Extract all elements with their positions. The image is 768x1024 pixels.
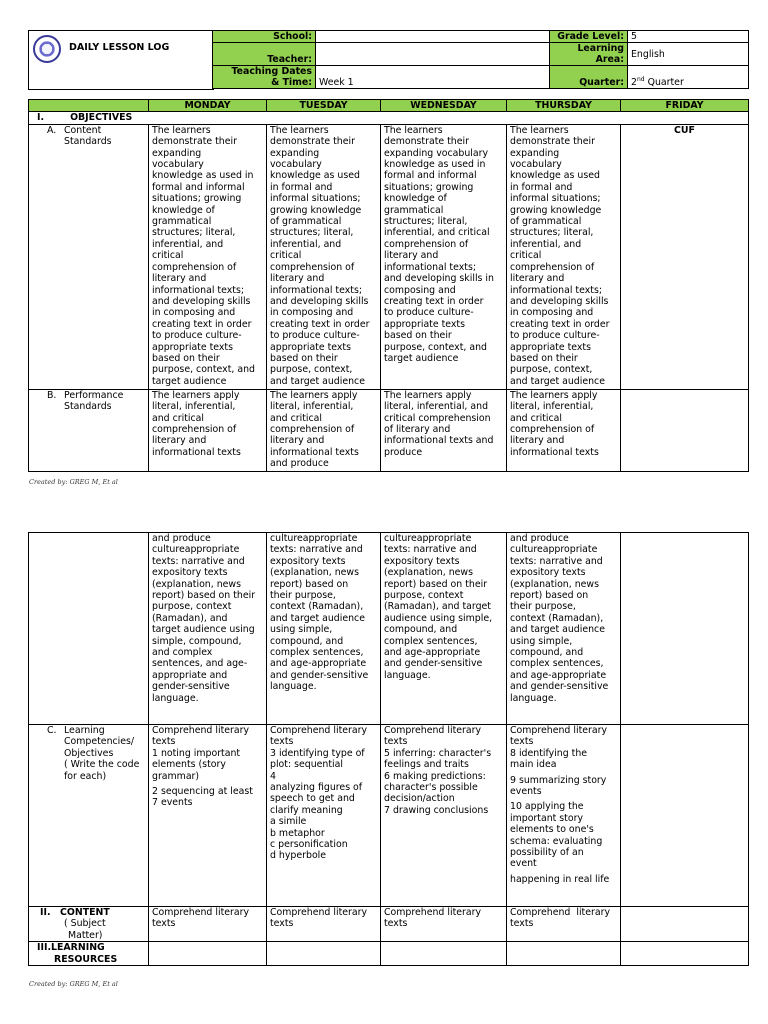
text-line: and age-appropriate [270,658,367,670]
text-line: a simile [270,816,307,828]
lesson-table-page2 [28,532,749,966]
text-line: texts [152,736,176,748]
text-line: inferential, and [510,238,582,250]
text-line: and developing skills in [384,273,494,285]
text-line: grammar) [152,770,200,782]
text-line: in formal and [510,181,573,193]
text-line: complex sentences, [510,658,604,670]
text-line: texts [270,918,294,930]
text-line: decision/action [384,793,455,805]
text-line: possibility of an [510,847,584,859]
text-line: creating text in order [152,318,252,330]
dates-label: Teaching Dates & Time: [213,66,316,89]
performance-standards-monday [149,389,267,471]
text-line: texts: narrative and [510,555,603,567]
text-line: critical [270,250,302,262]
text-line: texts [384,736,408,748]
text-line: language. [384,669,431,681]
text-line: The learners [270,124,329,136]
content-wednesday [381,907,507,942]
content-friday [621,907,749,942]
text-line: to produce culture- [270,330,360,342]
text-line: 6 making predictions: [384,770,486,782]
text-line: and developing skills [270,295,369,307]
text-line: informal situations; [270,193,361,205]
text-line: and age-appropriate [384,647,481,659]
text-line: vocabulary [510,159,562,171]
text-line: The learners apply [384,389,472,401]
area-value[interactable]: English [628,43,749,66]
learning-resources-label: III.LEARNING RESOURCES [29,942,149,966]
text-line: (explanation, news [270,567,359,579]
text-line: knowledge as used [270,170,360,182]
lesson-table-page1 [28,99,749,472]
text-line: 2 sequencing at least [152,786,253,798]
text-line: informational texts; [384,261,476,273]
text-line: Comprehend literary [510,907,610,918]
school-label: School: [213,31,316,43]
footer-page1: Created by: GREG M, Et al [29,478,118,486]
text-line: d hyperbole [270,850,327,862]
content-tuesday [267,907,381,942]
text-line: Comprehend literary [270,907,368,918]
text-line: purpose, context, [270,364,353,376]
resources-thursday [507,942,621,966]
text-line: inferential, and [152,238,224,250]
text-line: b metaphor [270,827,325,839]
text-line: target audience using [152,624,255,636]
text-line: report) based on their [152,590,256,602]
competencies-friday [621,725,749,907]
text-line: comprehension of [510,424,595,436]
text-line: compound, and [384,624,458,636]
text-line: knowledge of [152,204,215,216]
text-line: knowledge as used in [384,159,486,171]
day-header-thursday: THURSDAY [507,100,621,112]
text-line: critical [510,250,542,262]
text-line: (Ramadan), and [152,612,228,624]
performance-standards-tuesday [267,389,381,471]
text-line: literal, inferential, and [384,401,489,413]
text-line: The learners [510,124,569,136]
text-line: The learners [152,124,211,136]
text-line: structures; literal, [152,227,236,239]
text-line: grammatical [152,216,212,228]
text-line: comprehension of [152,261,237,273]
text-line: texts: narrative and [384,544,477,556]
text-line: expository texts [270,555,346,567]
log-title: DAILY LESSON LOG [69,42,170,53]
text-line: cultureappropriate [384,533,472,544]
footer-page2: Created by: GREG M, Et al [29,980,118,988]
text-line: context (Ramadan), [270,601,364,613]
text-line: informational texts [270,446,359,458]
performance-cont-wednesday [381,533,507,725]
text-line: purpose, context, and [384,341,487,353]
performance-cont-thursday [507,533,621,725]
content-thursday [507,907,621,942]
title-cell [28,30,214,90]
text-line: and age-appropriate [510,669,607,681]
text-line: compound, and [510,647,584,659]
text-line: 9 summarizing story [510,774,607,786]
performance-standards-friday [621,389,749,471]
text-line: target audience [152,375,227,387]
text-line: complex sentences, [270,647,364,659]
text-line: and gender-sensitive [270,669,369,681]
text-line: their purpose, [270,590,336,602]
text-line: elements (story [152,759,226,771]
text-line: of grammatical [510,216,582,228]
text-line: speech to get and [270,793,355,805]
text-line: important story [510,812,583,824]
text-line: growing knowledge [270,204,362,216]
text-line: 4 [270,770,276,782]
day-header-friday: FRIDAY [621,100,749,112]
text-line: situations; growing [384,181,474,193]
text-line: purpose, context, and [152,364,255,376]
text-line: event [510,858,537,870]
text-line: demonstrate their [270,136,355,148]
text-line: in composing and [270,307,354,319]
text-line: The learners apply [510,389,598,401]
text-line: in composing and [510,307,594,319]
text-line: expanding [152,147,202,159]
text-line: and target audience [270,612,365,624]
text-line: formal and informal [152,181,245,193]
text-line: texts: narrative and [270,544,363,556]
corner-cell [29,100,149,112]
text-line: literary and [152,273,207,285]
text-line: audience using simple, [384,612,493,624]
text-line: informational texts; [270,284,362,296]
text-line: The learners apply [152,389,240,401]
quarter-value[interactable]: 2nd Quarter [628,66,749,89]
text-line: expanding [270,147,320,159]
text-line: situations; growing [152,193,242,205]
text-line: 3 identifying type of [270,747,365,759]
text-line: compound, and [270,635,344,647]
text-line: Comprehend literary [270,725,368,736]
text-line: comprehension of [510,261,595,273]
text-line: informational texts and [384,435,494,447]
text-line: in formal and [270,181,333,193]
performance-cont-label [29,533,149,725]
performance-standards-wednesday [381,389,507,471]
text-line: expository texts [510,567,586,579]
text-line: report) based on their [384,578,488,590]
content-standards-label: A. Content Standards [29,124,149,389]
text-line: expanding vocabulary [384,147,489,159]
text-line: cultureappropriate [270,533,358,544]
text-line: vocabulary [270,159,322,171]
text-line: and produce [270,458,329,470]
text-line: purpose, context [152,601,232,613]
text-line: and produce [510,533,569,544]
text-line: demonstrate their [152,136,237,148]
text-line: complex sentences, [384,635,478,647]
text-line: creating text in order [510,318,610,330]
text-line: critical [152,250,184,262]
text-line: report) based on [270,578,349,590]
text-line: sentences, and age- [152,658,248,670]
text-line: of literary and [384,424,451,436]
text-line: Comprehend literary [510,725,608,736]
text-line: main idea [510,759,557,771]
text-line: schema: evaluating [510,835,603,847]
text-line: cultureappropriate [510,544,598,556]
text-line: The learners [384,124,443,136]
content-label: II. CONTENT ( Subject Matter) [29,907,149,942]
text-line: using simple, [270,624,333,636]
text-line: events [510,786,542,798]
performance-standards-thursday [507,389,621,471]
text-line: informational texts [152,446,241,458]
performance-cont-friday [621,533,749,725]
content-standards-tuesday [267,124,381,389]
text-line: appropriate texts [152,341,233,353]
text-line: demonstrate their [384,136,469,148]
text-line: grammatical [384,204,444,216]
text-line: literal, inferential, [152,401,236,413]
text-line: literary and [152,435,207,447]
text-line: vocabulary [152,159,204,171]
text-line: inferential, and [270,238,342,250]
text-line: based on their [152,352,220,364]
text-line: feelings and traits [384,759,469,771]
header-block [28,30,748,90]
text-line: literal, inferential, [510,401,594,413]
text-line: and developing skills [152,295,251,307]
text-line: comprehension of [270,261,355,273]
competencies-tuesday [267,725,381,907]
teacher-field[interactable] [316,43,550,66]
text-line: texts [270,736,294,748]
text-line: comprehension of [270,424,355,436]
text-line: 5 inferring: character's [384,747,492,759]
text-line: of grammatical [270,216,342,228]
text-line: and target audience [510,375,605,387]
text-line: appropriate texts [510,341,591,353]
text-line: cultureappropriate [152,544,240,556]
text-line: knowledge as used in [152,170,254,182]
text-line: language. [152,692,199,704]
grade-value[interactable]: 5 [628,31,749,43]
text-line: language. [510,692,557,704]
text-line: Comprehend literary [152,907,250,918]
content-standards-thursday [507,124,621,389]
text-line: Comprehend literary [384,725,482,736]
competencies-thursday [507,725,621,907]
text-line: 7 drawing conclusions [384,804,489,816]
resources-monday [149,942,267,966]
content-standards-friday: CUF [621,124,749,389]
day-header-tuesday: TUESDAY [267,100,381,112]
text-line: purpose, context [384,590,464,602]
text-line: (explanation, news [384,567,473,579]
objectives-heading: I. OBJECTIVES [29,112,749,124]
day-header-wednesday: WEDNESDAY [381,100,507,112]
text-line: and critical [152,412,205,424]
quarter-label: Quarter: [550,66,628,89]
deped-seal-icon [33,35,61,63]
school-field[interactable] [316,31,550,43]
text-line: expanding [510,147,560,159]
text-line: appropriate texts [384,318,465,330]
content-standards-wednesday [381,124,507,389]
text-line: structures; literal, [510,227,594,239]
text-line: The learners apply [270,389,358,401]
text-line: and target audience [270,375,365,387]
text-line: 8 identifying the [510,747,588,759]
text-line: informal situations; [510,193,601,205]
text-line: (explanation, news [510,578,599,590]
text-line: comprehension of [152,424,237,436]
text-line: simple, compound, [152,635,242,647]
grade-label: Grade Level: [550,31,628,43]
text-line: texts [152,918,176,930]
text-line: appropriate texts [270,341,351,353]
text-line: (Ramadan), and target [384,601,491,613]
text-line: 10 applying the [510,801,584,813]
text-line: c personification [270,839,348,851]
performance-cont-tuesday [267,533,381,725]
text-line: texts: narrative and [152,555,245,567]
text-line: based on their [384,330,452,342]
text-line: informational texts; [510,284,602,296]
performance-cont-monday [149,533,267,725]
text-line: appropriate and [152,669,228,681]
text-line: purpose, context, [510,364,593,376]
text-line: and developing skills [510,295,609,307]
text-line: and target audience [510,624,605,636]
text-line: demonstrate their [510,136,595,148]
text-line: texts [384,918,408,930]
text-line: texts [510,918,534,930]
text-line: structures; literal, [384,216,468,228]
text-line: to produce culture- [510,330,600,342]
text-line: critical comprehension [384,412,491,424]
day-header-monday: MONDAY [149,100,267,112]
text-line: and critical [510,412,563,424]
text-line: and complex [152,647,213,659]
text-line: based on their [270,352,338,364]
text-line: growing knowledge [510,204,602,216]
text-line: and produce [152,533,211,544]
text-line: (explanation, news [152,578,241,590]
text-line: expository texts [384,555,460,567]
text-line: plot: sequential [270,759,343,771]
header-table [212,30,749,89]
text-line: composing and [384,284,456,296]
text-line: creating text in order [384,295,484,307]
text-line: knowledge as used [510,170,600,182]
text-line: informational texts [510,446,599,458]
resources-tuesday [267,942,381,966]
text-line: knowledge of [384,193,447,205]
text-line: language. [270,681,317,693]
text-line: literary and [510,273,565,285]
text-line: clarify meaning [270,804,343,816]
text-line: analyzing figures of [270,782,363,794]
text-line: structures; literal, [270,227,354,239]
text-line: informational texts; [152,284,244,296]
area-label: Learning Area: [550,43,628,66]
text-line: gender-sensitive [152,681,230,693]
text-line: elements to one's [510,824,594,836]
text-line: literary and [510,435,565,447]
competencies-monday [149,725,267,907]
text-line: context (Ramadan), [510,612,604,624]
resources-friday [621,942,749,966]
text-line: target audience [384,352,459,364]
dates-field[interactable]: Week 1 [316,66,550,89]
text-line: and critical [270,412,323,424]
text-line: Comprehend literary [152,725,250,736]
text-line: based on their [510,352,578,364]
text-line: comprehension of [384,238,469,250]
text-line: 1 noting important [152,747,241,759]
text-line: literal, inferential, [270,401,354,413]
text-line: using simple, [510,635,573,647]
text-line: creating text in order [270,318,370,330]
teacher-label: Teacher: [213,43,316,66]
text-line: Comprehend literary [384,907,482,918]
text-line: literary and [270,435,325,447]
competencies-label: C. Learning Competencies/ Objectives ( Write the code for each) [29,725,149,907]
text-line: in composing and [152,307,236,319]
text-line: formal and informal [384,170,477,182]
text-line: to produce culture- [152,330,242,342]
text-line: to produce culture- [384,307,474,319]
text-line: their purpose, [510,601,576,613]
content-monday [149,907,267,942]
text-line: and gender-sensitive [384,658,483,670]
performance-standards-label: B. Performance Standards [29,389,149,471]
text-line: character's possible [384,782,478,794]
text-line: expository texts [152,567,228,579]
content-standards-monday [149,124,267,389]
text-line: report) based on [510,590,589,602]
text-line: literary and [270,273,325,285]
text-line: literary and [384,250,439,262]
competencies-wednesday [381,725,507,907]
text-line: inferential, and critical [384,227,490,239]
text-line: texts [510,736,534,748]
text-line: 7 events [152,797,193,809]
text-line: happening in real life [510,873,610,885]
text-line: produce [384,446,423,458]
resources-wednesday [381,942,507,966]
text-line: and gender-sensitive [510,681,609,693]
